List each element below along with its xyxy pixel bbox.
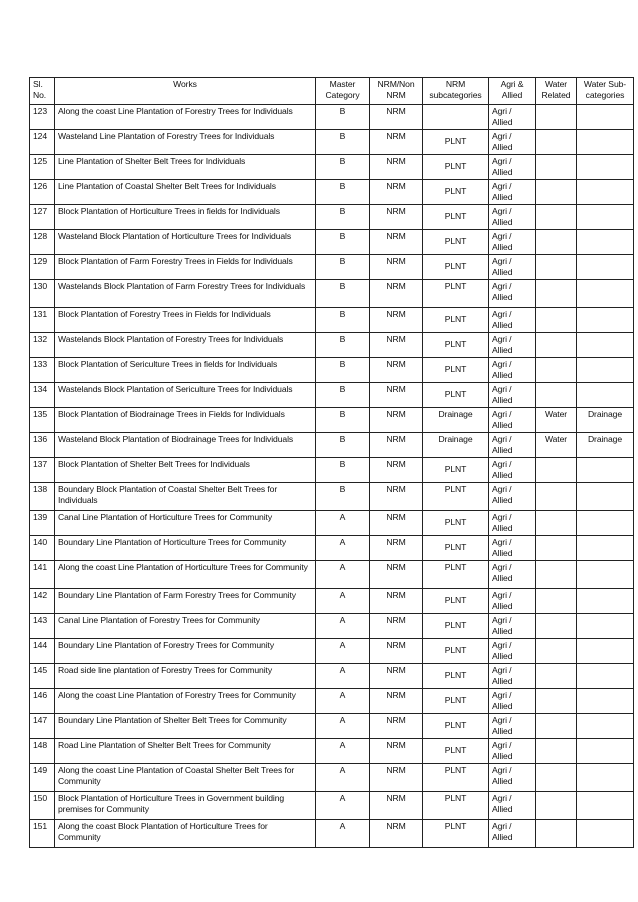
works-table (29, 77, 634, 848)
cell-works: Block Plantation of Forestry Trees in Fields for Individuals (55, 308, 316, 333)
cell-nrm: NRM (370, 130, 423, 155)
cell-water-related (536, 230, 577, 255)
cell-works: Block Plantation of Farm Forestry Trees in Fields for Individuals (55, 255, 316, 280)
cell-nrm: NRM (370, 358, 423, 383)
cell-nrm-subcategory: Drainage (423, 433, 489, 458)
cell-agri-allied: Agri / Allied (489, 308, 536, 333)
cell-water-related (536, 639, 577, 664)
cell-sl-no: 151 (30, 820, 55, 848)
cell-nrm-subcategory: PLNT (423, 536, 489, 561)
cell-nrm: NRM (370, 614, 423, 639)
table-row (30, 358, 634, 383)
cell-nrm-subcategory: PLNT (423, 180, 489, 205)
cell-sl-no: 149 (30, 764, 55, 792)
cell-nrm-subcategory: PLNT (423, 255, 489, 280)
cell-water-related (536, 511, 577, 536)
cell-works: Road Line Plantation of Shelter Belt Trees for Community (55, 739, 316, 764)
cell-agri-allied: Agri / Allied (489, 792, 536, 820)
cell-master-category: B (316, 433, 370, 458)
cell-works: Along the coast Line Plantation of Coastal Shelter Belt Trees for Community (55, 764, 316, 792)
cell-water-subcategory (577, 180, 634, 205)
cell-master-category: A (316, 614, 370, 639)
table-row (30, 230, 634, 255)
header-master-category: Master Category (316, 78, 370, 105)
cell-sl-no: 146 (30, 689, 55, 714)
cell-nrm: NRM (370, 639, 423, 664)
cell-nrm-subcategory: PLNT (423, 458, 489, 483)
cell-water-subcategory (577, 639, 634, 664)
cell-sl-no: 143 (30, 614, 55, 639)
cell-agri-allied: Agri / Allied (489, 614, 536, 639)
cell-nrm-subcategory: PLNT (423, 714, 489, 739)
cell-nrm: NRM (370, 664, 423, 689)
cell-nrm: NRM (370, 792, 423, 820)
cell-nrm-subcategory: PLNT (423, 383, 489, 408)
cell-nrm-subcategory: PLNT (423, 511, 489, 536)
table-row (30, 639, 634, 664)
cell-nrm: NRM (370, 333, 423, 358)
cell-water-subcategory (577, 614, 634, 639)
cell-water-related (536, 458, 577, 483)
cell-works: Canal Line Plantation of Forestry Trees for Community (55, 614, 316, 639)
cell-water-related (536, 764, 577, 792)
cell-sl-no: 140 (30, 536, 55, 561)
cell-master-category: B (316, 408, 370, 433)
cell-nrm-subcategory: PLNT (423, 689, 489, 714)
cell-nrm: NRM (370, 230, 423, 255)
cell-nrm: NRM (370, 714, 423, 739)
cell-works: Wastelands Block Plantation of Forestry Trees for Individuals (55, 333, 316, 358)
cell-water-subcategory: Drainage (577, 433, 634, 458)
cell-nrm: NRM (370, 205, 423, 230)
cell-water-subcategory (577, 105, 634, 130)
cell-agri-allied: Agri / Allied (489, 205, 536, 230)
cell-works: Block Plantation of Sericulture Trees in fields for Individuals (55, 358, 316, 383)
cell-nrm: NRM (370, 536, 423, 561)
cell-nrm: NRM (370, 764, 423, 792)
cell-nrm-subcategory: PLNT (423, 614, 489, 639)
table-row (30, 255, 634, 280)
cell-sl-no: 131 (30, 308, 55, 333)
cell-sl-no: 129 (30, 255, 55, 280)
cell-sl-no: 137 (30, 458, 55, 483)
cell-water-related (536, 308, 577, 333)
cell-master-category: B (316, 155, 370, 180)
cell-sl-no: 135 (30, 408, 55, 433)
cell-agri-allied: Agri / Allied (489, 664, 536, 689)
cell-agri-allied: Agri / Allied (489, 764, 536, 792)
cell-agri-allied: Agri / Allied (489, 561, 536, 589)
cell-sl-no: 148 (30, 739, 55, 764)
cell-works: Block Plantation of Shelter Belt Trees for Individuals (55, 458, 316, 483)
header-sl-no: Sl. No. (30, 78, 55, 105)
cell-works: Along the coast Line Plantation of Forestry Trees for Individuals (55, 105, 316, 130)
cell-nrm-subcategory: PLNT (423, 589, 489, 614)
table-body (30, 105, 634, 848)
cell-nrm-subcategory: PLNT (423, 333, 489, 358)
cell-works: Wasteland Block Plantation of Biodrainage Trees for Individuals (55, 433, 316, 458)
cell-water-subcategory: Drainage (577, 408, 634, 433)
cell-sl-no: 141 (30, 561, 55, 589)
cell-nrm: NRM (370, 383, 423, 408)
table-row (30, 433, 634, 458)
cell-nrm-subcategory: PLNT (423, 130, 489, 155)
table-row (30, 561, 634, 589)
cell-works: Line Plantation of Shelter Belt Trees for Individuals (55, 155, 316, 180)
cell-water-subcategory (577, 130, 634, 155)
cell-agri-allied: Agri / Allied (489, 433, 536, 458)
cell-water-related (536, 664, 577, 689)
table-row (30, 764, 634, 792)
cell-master-category: B (316, 180, 370, 205)
cell-works: Boundary Line Plantation of Horticulture Trees for Community (55, 536, 316, 561)
cell-nrm: NRM (370, 589, 423, 614)
cell-nrm: NRM (370, 155, 423, 180)
cell-agri-allied: Agri / Allied (489, 536, 536, 561)
cell-master-category: B (316, 333, 370, 358)
cell-water-subcategory (577, 792, 634, 820)
cell-agri-allied: Agri / Allied (489, 333, 536, 358)
cell-water-subcategory (577, 280, 634, 308)
cell-water-subcategory (577, 664, 634, 689)
cell-agri-allied: Agri / Allied (489, 408, 536, 433)
cell-water-related: Water (536, 433, 577, 458)
table-row (30, 511, 634, 536)
cell-water-related (536, 714, 577, 739)
table-row (30, 689, 634, 714)
cell-water-related (536, 105, 577, 130)
cell-nrm-subcategory: PLNT (423, 739, 489, 764)
cell-water-related (536, 333, 577, 358)
cell-works: Boundary Line Plantation of Shelter Belt Trees for Community (55, 714, 316, 739)
table-row (30, 792, 634, 820)
table-row (30, 130, 634, 155)
cell-agri-allied: Agri / Allied (489, 483, 536, 511)
table-row (30, 714, 634, 739)
cell-water-related (536, 614, 577, 639)
cell-sl-no: 142 (30, 589, 55, 614)
cell-works: Block Plantation of Horticulture Trees in Government building premises for Community (55, 792, 316, 820)
cell-water-related (536, 536, 577, 561)
cell-sl-no: 134 (30, 383, 55, 408)
table-row (30, 180, 634, 205)
cell-master-category: B (316, 105, 370, 130)
cell-agri-allied: Agri / Allied (489, 255, 536, 280)
cell-water-related (536, 255, 577, 280)
header-nrm-subcategories: NRM subcategories (423, 78, 489, 105)
cell-water-related: Water (536, 408, 577, 433)
cell-sl-no: 150 (30, 792, 55, 820)
cell-master-category: A (316, 792, 370, 820)
cell-water-subcategory (577, 536, 634, 561)
cell-sl-no: 132 (30, 333, 55, 358)
table-row (30, 614, 634, 639)
cell-water-subcategory (577, 155, 634, 180)
cell-sl-no: 130 (30, 280, 55, 308)
cell-water-related (536, 358, 577, 383)
cell-master-category: A (316, 589, 370, 614)
cell-works: Along the coast Line Plantation of Forestry Trees for Community (55, 689, 316, 714)
table-row (30, 589, 634, 614)
cell-water-subcategory (577, 764, 634, 792)
cell-nrm: NRM (370, 308, 423, 333)
cell-water-related (536, 155, 577, 180)
header-works: Works (55, 78, 316, 105)
cell-master-category: A (316, 639, 370, 664)
cell-water-subcategory (577, 689, 634, 714)
cell-master-category: A (316, 664, 370, 689)
cell-agri-allied: Agri / Allied (489, 589, 536, 614)
cell-water-related (536, 130, 577, 155)
header-agri-allied: Agri & Allied (489, 78, 536, 105)
cell-sl-no: 124 (30, 130, 55, 155)
cell-water-related (536, 280, 577, 308)
cell-works: Block Plantation of Biodrainage Trees in Fields for Individuals (55, 408, 316, 433)
cell-water-subcategory (577, 589, 634, 614)
cell-nrm-subcategory (423, 105, 489, 130)
cell-works: Line Plantation of Coastal Shelter Belt Trees for Individuals (55, 180, 316, 205)
cell-works: Wastelands Block Plantation of Farm Forestry Trees for Individuals (55, 280, 316, 308)
cell-master-category: B (316, 255, 370, 280)
cell-master-category: A (316, 714, 370, 739)
cell-water-related (536, 561, 577, 589)
cell-master-category: B (316, 308, 370, 333)
cell-water-subcategory (577, 820, 634, 848)
cell-nrm-subcategory: PLNT (423, 561, 489, 589)
table-row (30, 383, 634, 408)
cell-nrm-subcategory: PLNT (423, 280, 489, 308)
cell-water-subcategory (577, 714, 634, 739)
table-header-row (30, 78, 634, 105)
cell-sl-no: 127 (30, 205, 55, 230)
cell-works: Boundary Block Plantation of Coastal Shelter Belt Trees for Individuals (55, 483, 316, 511)
cell-works: Block Plantation of Horticulture Trees in fields for Individuals (55, 205, 316, 230)
cell-water-related (536, 589, 577, 614)
cell-water-related (536, 792, 577, 820)
cell-water-subcategory (577, 383, 634, 408)
cell-sl-no: 125 (30, 155, 55, 180)
header-nrm-non-nrm: NRM/Non NRM (370, 78, 423, 105)
cell-water-related (536, 689, 577, 714)
cell-master-category: A (316, 820, 370, 848)
cell-agri-allied: Agri / Allied (489, 358, 536, 383)
cell-nrm: NRM (370, 408, 423, 433)
table-row (30, 408, 634, 433)
cell-sl-no: 145 (30, 664, 55, 689)
table-row (30, 820, 634, 848)
cell-nrm-subcategory: PLNT (423, 639, 489, 664)
cell-sl-no: 128 (30, 230, 55, 255)
cell-works: Along the coast Line Plantation of Horticulture Trees for Community (55, 561, 316, 589)
cell-master-category: B (316, 205, 370, 230)
cell-water-subcategory (577, 255, 634, 280)
cell-master-category: B (316, 280, 370, 308)
cell-agri-allied: Agri / Allied (489, 511, 536, 536)
table-row (30, 664, 634, 689)
cell-master-category: A (316, 561, 370, 589)
cell-nrm-subcategory: PLNT (423, 230, 489, 255)
cell-sl-no: 144 (30, 639, 55, 664)
cell-water-related (536, 739, 577, 764)
cell-works: Wasteland Block Plantation of Horticulture Trees for Individuals (55, 230, 316, 255)
cell-works: Road side line plantation of Forestry Trees for Community (55, 664, 316, 689)
cell-master-category: B (316, 230, 370, 255)
cell-agri-allied: Agri / Allied (489, 280, 536, 308)
cell-water-related (536, 180, 577, 205)
cell-water-subcategory (577, 739, 634, 764)
table-row (30, 739, 634, 764)
cell-master-category: A (316, 689, 370, 714)
table-row (30, 308, 634, 333)
cell-nrm-subcategory: Drainage (423, 408, 489, 433)
cell-water-subcategory (577, 511, 634, 536)
cell-nrm-subcategory: PLNT (423, 792, 489, 820)
table-row (30, 105, 634, 130)
cell-nrm: NRM (370, 739, 423, 764)
cell-nrm-subcategory: PLNT (423, 483, 489, 511)
cell-nrm-subcategory: PLNT (423, 308, 489, 333)
cell-nrm: NRM (370, 458, 423, 483)
table-row (30, 205, 634, 230)
cell-nrm: NRM (370, 280, 423, 308)
cell-master-category: A (316, 764, 370, 792)
cell-water-subcategory (577, 230, 634, 255)
cell-sl-no: 138 (30, 483, 55, 511)
cell-works: Wastelands Block Plantation of Sericulture Trees for Individuals (55, 383, 316, 408)
cell-works: Wasteland Line Plantation of Forestry Trees for Individuals (55, 130, 316, 155)
cell-sl-no: 133 (30, 358, 55, 383)
cell-nrm-subcategory: PLNT (423, 820, 489, 848)
cell-water-subcategory (577, 458, 634, 483)
cell-agri-allied: Agri / Allied (489, 130, 536, 155)
cell-sl-no: 147 (30, 714, 55, 739)
cell-water-related (536, 483, 577, 511)
cell-water-related (536, 383, 577, 408)
cell-water-subcategory (577, 308, 634, 333)
cell-master-category: B (316, 130, 370, 155)
cell-nrm-subcategory: PLNT (423, 205, 489, 230)
cell-nrm-subcategory: PLNT (423, 155, 489, 180)
cell-nrm-subcategory: PLNT (423, 664, 489, 689)
cell-agri-allied: Agri / Allied (489, 714, 536, 739)
cell-nrm: NRM (370, 180, 423, 205)
cell-nrm-subcategory: PLNT (423, 358, 489, 383)
cell-agri-allied: Agri / Allied (489, 458, 536, 483)
table-row (30, 536, 634, 561)
cell-works: Boundary Line Plantation of Farm Forestry Trees for Community (55, 589, 316, 614)
table-row (30, 280, 634, 308)
cell-master-category: A (316, 739, 370, 764)
cell-master-category: B (316, 383, 370, 408)
cell-agri-allied: Agri / Allied (489, 105, 536, 130)
document-page (29, 77, 634, 848)
cell-works: Boundary Line Plantation of Forestry Trees for Community (55, 639, 316, 664)
cell-nrm: NRM (370, 433, 423, 458)
cell-agri-allied: Agri / Allied (489, 230, 536, 255)
table-row (30, 483, 634, 511)
cell-agri-allied: Agri / Allied (489, 383, 536, 408)
cell-agri-allied: Agri / Allied (489, 689, 536, 714)
cell-sl-no: 126 (30, 180, 55, 205)
cell-master-category: B (316, 458, 370, 483)
cell-water-related (536, 205, 577, 230)
cell-agri-allied: Agri / Allied (489, 155, 536, 180)
cell-nrm: NRM (370, 483, 423, 511)
cell-works: Along the coast Block Plantation of Horticulture Trees for Community (55, 820, 316, 848)
cell-sl-no: 123 (30, 105, 55, 130)
cell-nrm: NRM (370, 689, 423, 714)
cell-master-category: B (316, 483, 370, 511)
header-water-subcategories: Water Sub-categories (577, 78, 634, 105)
table-row (30, 458, 634, 483)
cell-agri-allied: Agri / Allied (489, 739, 536, 764)
cell-agri-allied: Agri / Allied (489, 820, 536, 848)
cell-nrm: NRM (370, 820, 423, 848)
cell-sl-no: 136 (30, 433, 55, 458)
cell-master-category: A (316, 511, 370, 536)
cell-water-subcategory (577, 205, 634, 230)
cell-works: Canal Line Plantation of Horticulture Trees for Community (55, 511, 316, 536)
cell-nrm-subcategory: PLNT (423, 764, 489, 792)
cell-water-related (536, 820, 577, 848)
cell-master-category: A (316, 536, 370, 561)
cell-nrm: NRM (370, 561, 423, 589)
cell-nrm: NRM (370, 255, 423, 280)
table-row (30, 333, 634, 358)
cell-water-subcategory (577, 333, 634, 358)
cell-nrm: NRM (370, 105, 423, 130)
cell-master-category: B (316, 358, 370, 383)
cell-nrm: NRM (370, 511, 423, 536)
cell-sl-no: 139 (30, 511, 55, 536)
table-row (30, 155, 634, 180)
header-water-related: Water Related (536, 78, 577, 105)
cell-agri-allied: Agri / Allied (489, 639, 536, 664)
cell-water-subcategory (577, 561, 634, 589)
cell-water-subcategory (577, 358, 634, 383)
cell-water-subcategory (577, 483, 634, 511)
cell-agri-allied: Agri / Allied (489, 180, 536, 205)
